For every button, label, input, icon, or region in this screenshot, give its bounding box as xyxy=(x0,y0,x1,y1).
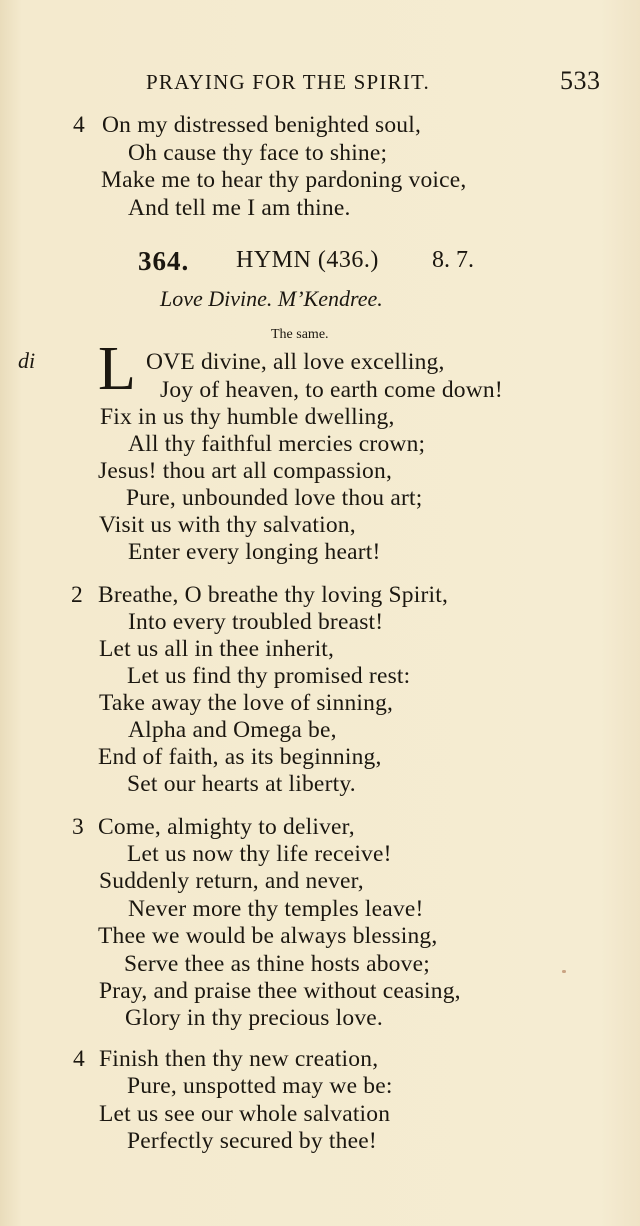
verse-line: On my distressed benighted soul, xyxy=(102,112,422,138)
drop-cap: L xyxy=(98,344,136,396)
verse-line: Jesus! thou art all compassion, xyxy=(98,458,393,484)
verse-line: Pure, unspotted may we be: xyxy=(127,1073,393,1099)
verse-line: Never more thy temples leave! xyxy=(128,896,424,922)
page-number: 533 xyxy=(560,66,601,95)
verse-line: Serve thee as thine hosts above; xyxy=(124,951,430,977)
tune-name: Love Divine. M’Kendree. xyxy=(160,286,383,311)
hymn-meter: 8. 7. xyxy=(432,247,474,273)
verse-line: And tell me I am thine. xyxy=(128,195,351,221)
hymn-number: 364. xyxy=(138,246,190,276)
verse-line: Fix in us thy humble dwelling, xyxy=(100,404,395,430)
verse-line: Come, almighty to deliver, xyxy=(98,814,355,840)
verse-line: Alpha and Omega be, xyxy=(128,717,337,743)
hymn-source: The same. xyxy=(271,327,329,342)
verse-line: Pure, unbounded love thou art; xyxy=(126,485,423,511)
stanza-number: 4 xyxy=(73,1046,85,1072)
margin-annotation: di xyxy=(18,348,36,373)
prev-stanza-number: 4 xyxy=(73,112,85,138)
verse-line: Thee we would be always blessing, xyxy=(98,923,438,949)
verse-line: Let us find thy promised rest: xyxy=(127,663,411,689)
verse-line: End of faith, as its beginning, xyxy=(98,744,382,770)
verse-line: Glory in thy precious love. xyxy=(125,1005,383,1031)
verse-line: Joy of heaven, to earth come down! xyxy=(160,377,503,403)
verse-line: OVE divine, all love excelling, xyxy=(146,349,445,375)
verse-line: Oh cause thy face to shine; xyxy=(128,140,388,166)
verse-line: Pray, and praise thee without ceasing, xyxy=(99,978,461,1004)
paper-speck xyxy=(562,970,566,973)
verse-line: Finish then thy new creation, xyxy=(99,1046,379,1072)
verse-line: Perfectly secured by thee! xyxy=(127,1128,377,1154)
verse-line: Visit us with thy salvation, xyxy=(99,512,356,538)
verse-line: Make me to hear thy pardoning voice, xyxy=(101,167,467,193)
verse-line: Breathe, O breathe thy loving Spirit, xyxy=(98,582,449,608)
stanza-number: 3 xyxy=(72,814,84,840)
verse-line: Take away the love of sinning, xyxy=(99,690,394,716)
stanza-number: 2 xyxy=(71,582,83,608)
hymn-label: HYMN (436.) xyxy=(236,247,379,273)
verse-line: Suddenly return, and never, xyxy=(99,868,364,894)
verse-line: Let us see our whole salvation xyxy=(99,1101,391,1127)
verse-line: Let us now thy life receive! xyxy=(127,841,392,867)
verse-line: Let us all in thee inherit, xyxy=(99,636,335,662)
verse-line: Enter every longing heart! xyxy=(128,539,381,565)
verse-line: Set our hearts at liberty. xyxy=(127,771,356,797)
running-head-title: PRAYING FOR THE SPIRIT. xyxy=(146,70,430,94)
verse-line: All thy faithful mercies crown; xyxy=(128,431,426,457)
verse-line: Into every troubled breast! xyxy=(128,609,384,635)
